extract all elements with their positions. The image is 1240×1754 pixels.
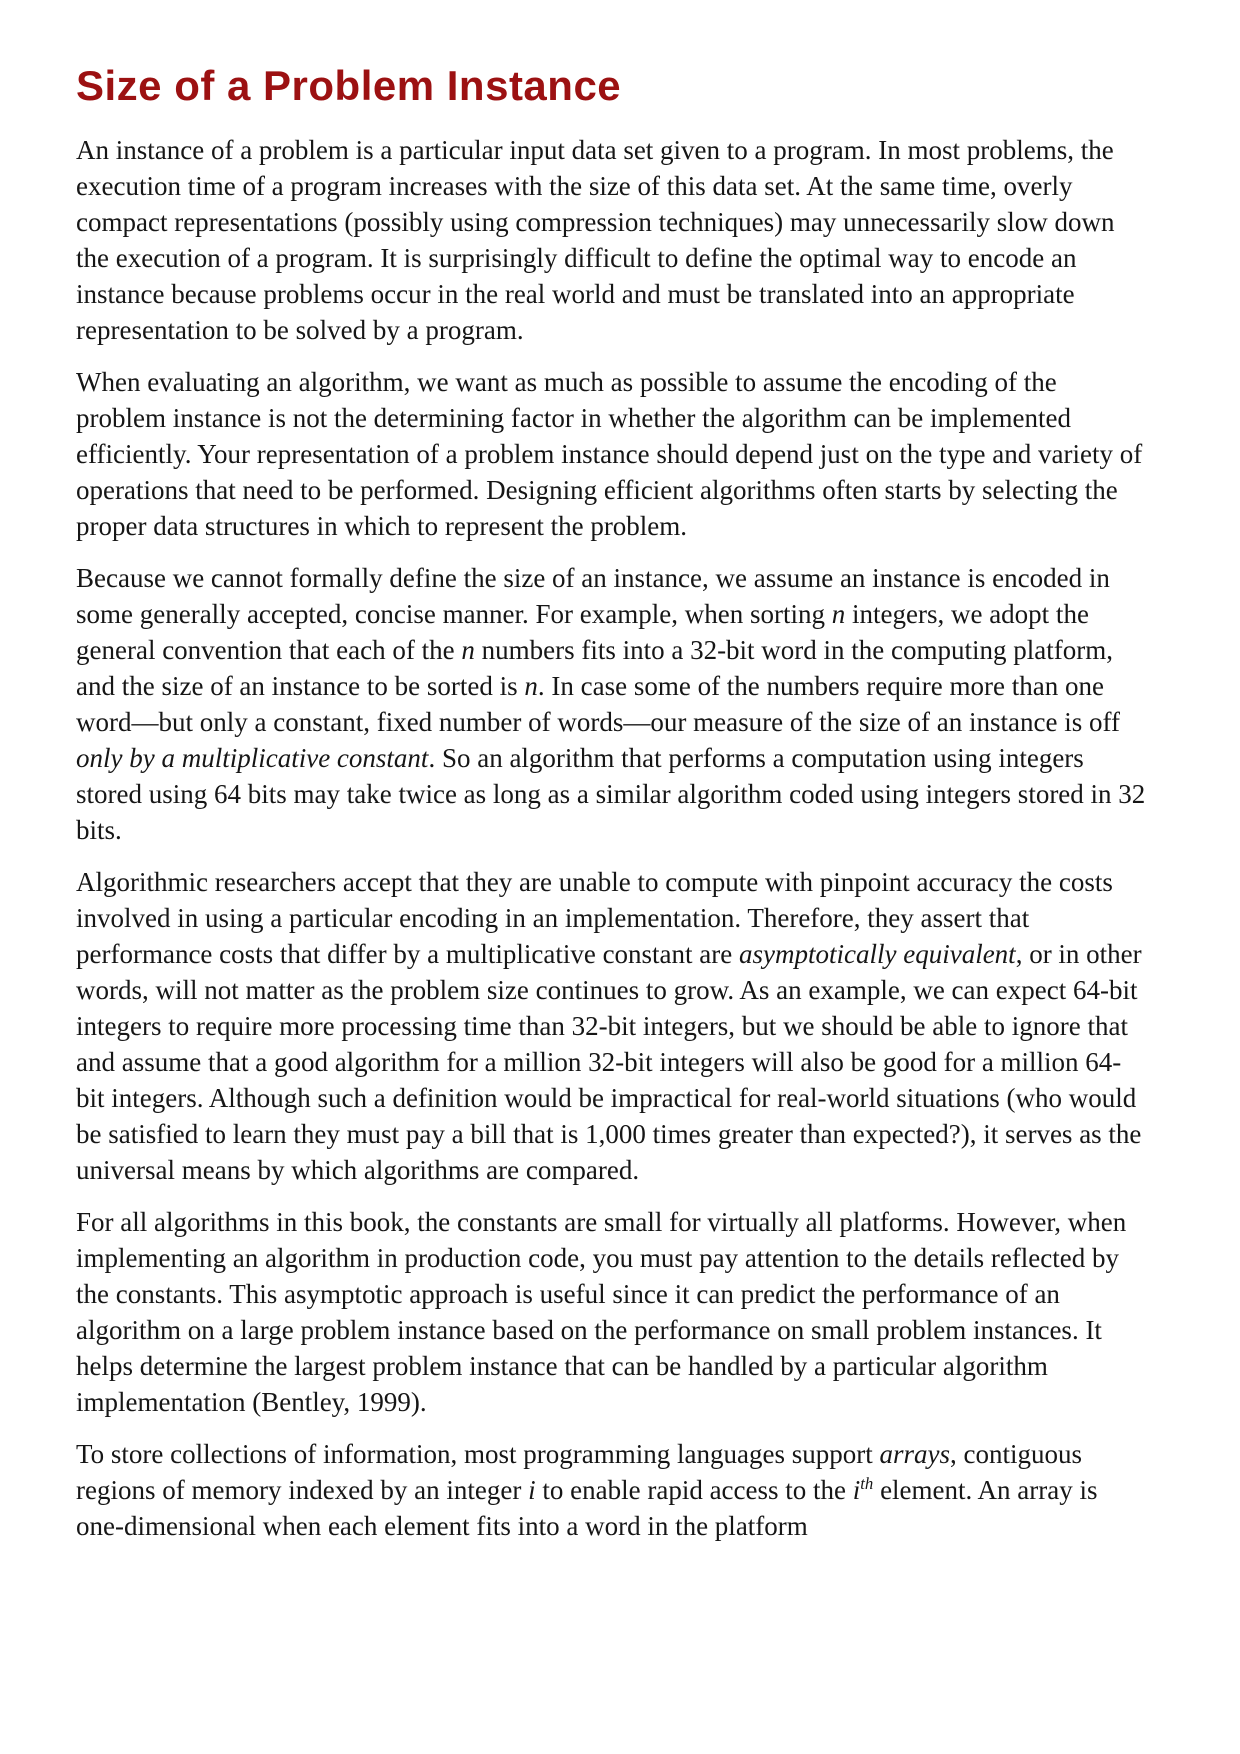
paragraph: [76, 132, 1148, 348]
italic-text-run: arrays: [879, 1439, 950, 1469]
text-run: Because we cannot formally define the size of an instance, we assume an instance is encoded in some generally accepted, concise manner. For example, when sorting: [76, 563, 1110, 629]
text-run: . In case some of the numbers require more than one word—but only a constant, fixed number of words—our measure of the size of an instance is off: [76, 671, 1120, 737]
paragraph: [76, 364, 1148, 544]
text-run: When evaluating an algorithm, we want as much as possible to assume the encoding of the problem instance is not the determining factor in whether the algorithm can be implemented efficiently. Your representation of a problem instance should depend just on the type and variety of operations that need to be performed. Designing efficient algorithms often starts by selecting the proper data structures in which to represent the problem.: [76, 367, 1143, 541]
italic-text-run: only by a multiplicative constant: [76, 743, 429, 773]
paragraph: [76, 864, 1148, 1188]
paragraph: [76, 1436, 1148, 1544]
text-run: . So an algorithm that performs a computation using integers stored using 64 bits may take twice as long as a similar algorithm coded using integers stored in 32 bits.: [76, 743, 1146, 845]
italic-text-run: th: [860, 1474, 874, 1493]
page-title: Size of a Problem Instance: [76, 62, 622, 109]
italic-text-run: n: [524, 671, 538, 701]
italic-text-run: n: [831, 599, 846, 629]
italic-text-run: i: [852, 1475, 861, 1505]
paragraph: [76, 560, 1148, 848]
article-body: [76, 132, 1166, 1544]
text-run: numbers fits into a 32-bit word in the computing platform, and the size of an instance to be sorted is: [76, 635, 1113, 701]
text-run: , contiguous regions of memory indexed by an integer: [76, 1439, 1082, 1505]
superscript: [860, 1474, 873, 1493]
italic-text-run: i: [528, 1475, 536, 1505]
text-run: For all algorithms in this book, the constants are small for virtually all platforms. However, when implementing an algorithm in production code, you must pay attention to the details reflected by the constants. This asymptotic approach is useful since it can predict the performance of an algorithm on a large problem instance based on the performance on small problem instances. It helps determine the largest problem instance that can be handled by a particular algorithm implementation (Bentley, 1999).: [76, 1207, 1127, 1417]
text-run: Algorithmic researchers accept that they are unable to compute with pinpoint accuracy the costs involved in using a particular encoding in an implementation. Therefore, they assert that performance costs that differ by a multiplicative constant are: [76, 867, 1113, 969]
text-run: to enable rapid access to the: [535, 1475, 853, 1505]
paragraph: [76, 1204, 1148, 1420]
text-run: element. An array is one-dimensional when each element fits into a word in the platform: [76, 1475, 1098, 1541]
text-run: integers, we adopt the general convention that each of the: [76, 599, 1089, 665]
italic-text-run: n: [461, 635, 475, 665]
text-run: An instance of a problem is a particular input data set given to a program. In most problems, the execution time of a program increases with the size of this data set. At the same time, overly compact representations (possibly using compression techniques) may unnecessarily slow down the execution of a program. It is surprisingly difficult to define the optimal way to encode an instance because problems occur in the real world and must be translated into an appropriate representation to be solved by a program.: [76, 135, 1115, 345]
text-run: To store collections of information, most programming languages support: [76, 1439, 880, 1469]
italic-text-run: asymptotically equivalent: [739, 939, 1016, 969]
text-run: , or in other words, will not matter as the problem size continues to grow. As an example, we can expect 64-bit integers to require more processing time than 32-bit integers, but we should be able to ignore that and assume that a good algorithm for a million 32-bit integers will also be good for a million 64-bit integers. Although such a definition would be impractical for real-world situations (who would be satisfied to learn they must pay a bill that is 1,000 times greater than expected?), it serves as the universal means by which algorithms are compared.: [76, 939, 1142, 1185]
